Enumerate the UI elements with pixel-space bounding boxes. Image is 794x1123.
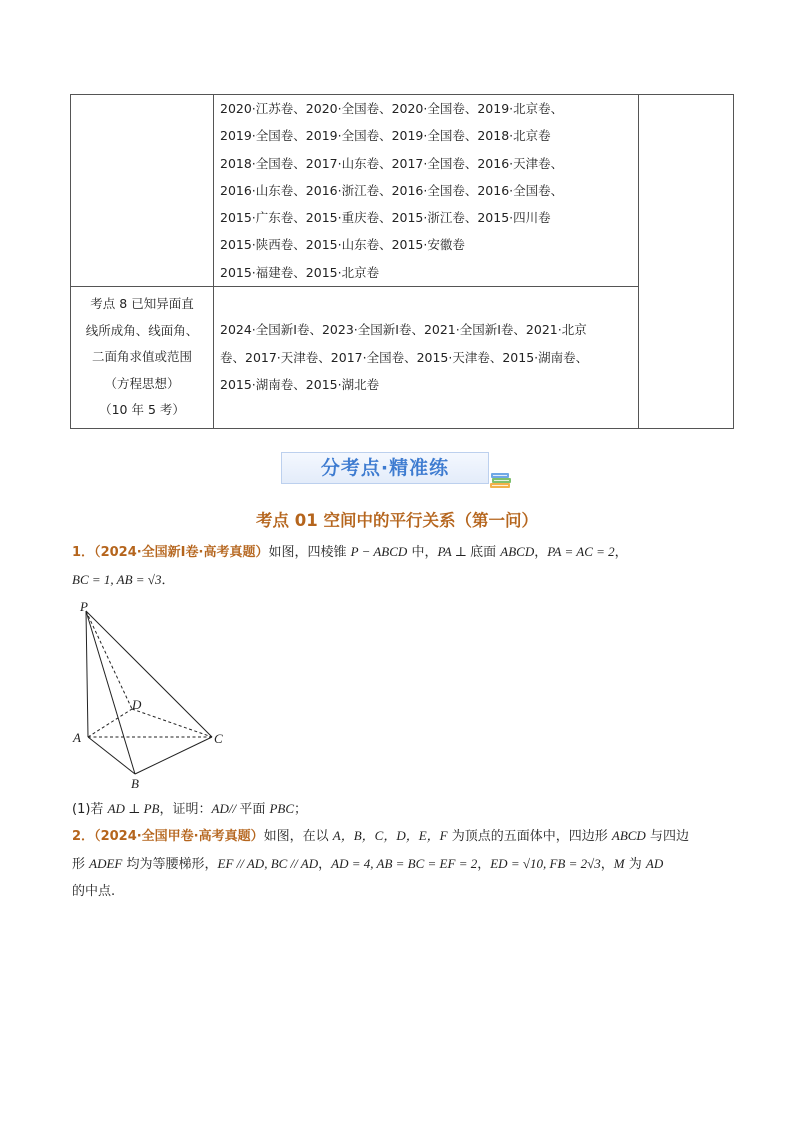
question-source: 2024·全国甲卷·高考真题 <box>100 829 251 844</box>
table-row <box>71 287 734 429</box>
question-2-line-3: 的中点. <box>72 884 116 899</box>
source-line: 卷、2017·天津卷、2017·全国卷、2015·天津卷、2015·湖南卷、 <box>220 349 589 365</box>
topic-cell <box>71 287 214 429</box>
topic-line: 考点 8 已知异面直 <box>90 296 194 312</box>
source-line: 2024·全国新Ⅰ卷、2023·全国新Ⅰ卷、2021·全国新Ⅰ卷、2021·北京 <box>220 322 587 338</box>
vertex-label-b: B <box>131 776 139 791</box>
question-1: 1．（2024·全国新Ⅰ卷·高考真题）如图，四棱锥 P − ABCD 中，PA ⊥ 底面 ABCD，PA = AC = 2， BC = 1, AB = √3． <box>72 544 628 588</box>
topic-line: 二面角求值或范围 <box>91 349 192 365</box>
topic-cell <box>71 95 214 287</box>
empty-cell <box>639 95 734 429</box>
vertex-label-d: D <box>132 697 142 712</box>
exam-source-table <box>70 94 734 429</box>
source-line: 2019·全国卷、2019·全国卷、2019·全国卷、2018·北京卷 <box>220 128 551 144</box>
vertex-label-a: A <box>73 730 81 745</box>
vertex-label-c: C <box>214 731 223 746</box>
topic-line: （方程思想） <box>104 375 180 391</box>
books-icon <box>488 470 514 492</box>
question-number: 1 <box>72 545 82 560</box>
sources-cell <box>214 95 639 287</box>
question-1-line-2: BC = 1, AB = √3 <box>72 572 162 587</box>
source-line: 2015·广东卷、2015·重庆卷、2015·浙江卷、2015·四川卷 <box>220 210 551 226</box>
sources-cell <box>214 287 639 429</box>
source-line: 2018·全国卷、2017·山东卷、2017·全国卷、2016·天津卷、 <box>220 155 564 171</box>
source-line: 2020·江苏卷、2020·全国卷、2020·全国卷、2019·北京卷、 <box>220 101 564 116</box>
source-line: 2015·湖南卷、2015·湖北卷 <box>220 376 380 392</box>
topic-line: 线所成角、线面角、 <box>85 322 199 338</box>
vertex-label-p: P <box>80 599 88 614</box>
question-source: 2024·全国新Ⅰ卷·高考真题 <box>100 545 256 560</box>
table-row <box>71 95 734 287</box>
source-line: 2015·陕西卷、2015·山东卷、2015·安徽卷 <box>220 237 465 253</box>
section-title: 考点 01 空间中的平行关系（第一问） <box>256 511 538 530</box>
question-number: 2 <box>72 829 82 844</box>
question-1-part-1: (1)若 AD ⊥ PB，证明：AD// 平面 PBC； <box>72 801 308 817</box>
question-2: 2．（2024·全国甲卷·高考真题）如图，在以 A，B，C，D，E，F 为顶点的五面体中，四边形 ABCD 与四边 形 ADEF 均为等腰梯形，EF // AD, BC // AD，AD = 4, AB = BC = EF = 2，ED = √10, FB = 2√3，M 为 AD 的中点. <box>72 822 732 905</box>
pyramid-figure <box>70 597 240 797</box>
section-banner <box>281 452 489 484</box>
source-line: 2016·山东卷、2016·浙江卷、2016·全国卷、2016·全国卷、 <box>220 182 564 198</box>
banner-text: 分考点·精准练 <box>320 457 450 479</box>
topic-line: （10 年 5 考） <box>99 402 185 418</box>
source-line: 2015·福建卷、2015·北京卷 <box>220 264 380 280</box>
